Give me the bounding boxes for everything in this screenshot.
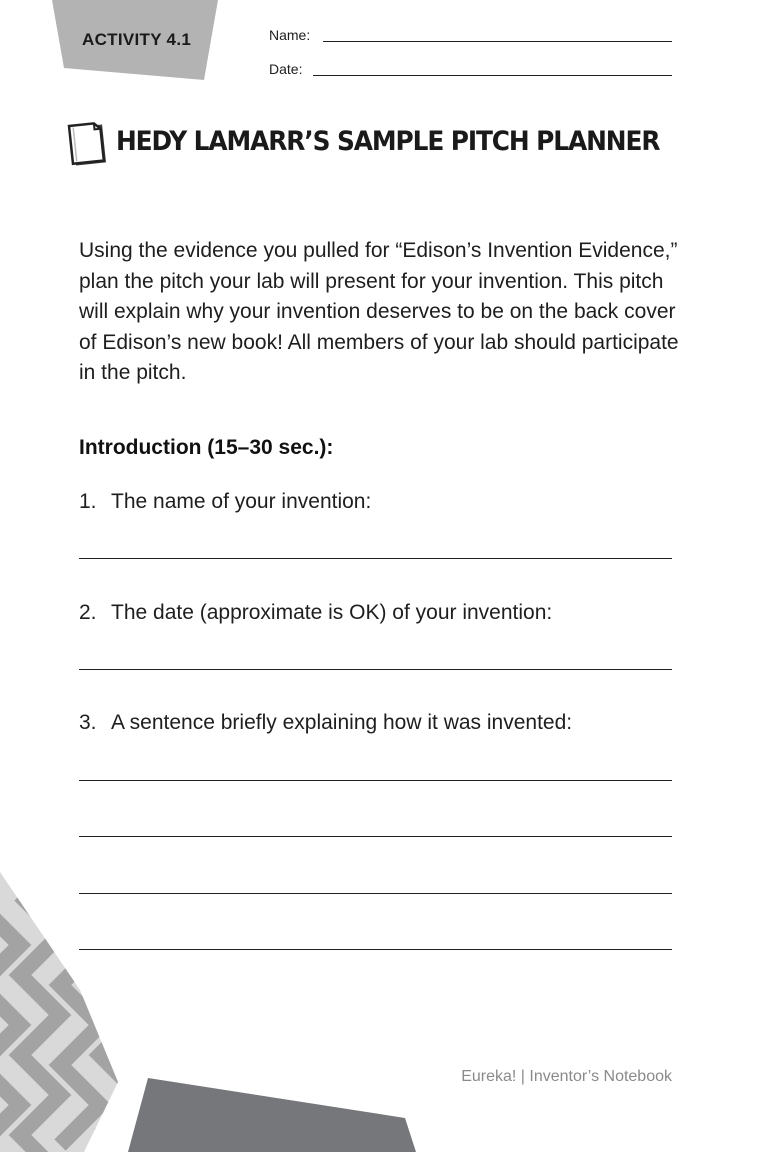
question-number: 1. bbox=[79, 490, 97, 513]
question-text: A sentence briefly explaining how it was invented: bbox=[111, 711, 573, 734]
question-number: 2. bbox=[79, 601, 97, 624]
intro-paragraph: Using the evidence you pulled for “Edison’s Invention Evidence,” plan the pitch your lab will present for your invention. This pitch will explain why your invention deserves to be on the back cover of Edison’s new book! All members of your lab should participate in the pitch. bbox=[79, 239, 679, 384]
date-label: Date: bbox=[269, 61, 303, 77]
question-text: The date (approximate is OK) of your invention: bbox=[111, 601, 553, 624]
question-text: The name of your invention: bbox=[111, 490, 372, 513]
question-number: 3. bbox=[79, 711, 97, 734]
activity-label: ACTIVITY 4.1 bbox=[82, 30, 192, 49]
page-title: HEDY LAMARR’S SAMPLE PITCH PLANNER bbox=[116, 126, 660, 157]
footer-text: Eureka! | Inventor’s Notebook bbox=[461, 1068, 672, 1085]
name-label: Name: bbox=[269, 27, 311, 43]
section-heading: Introduction (15–30 sec.): bbox=[79, 436, 334, 459]
